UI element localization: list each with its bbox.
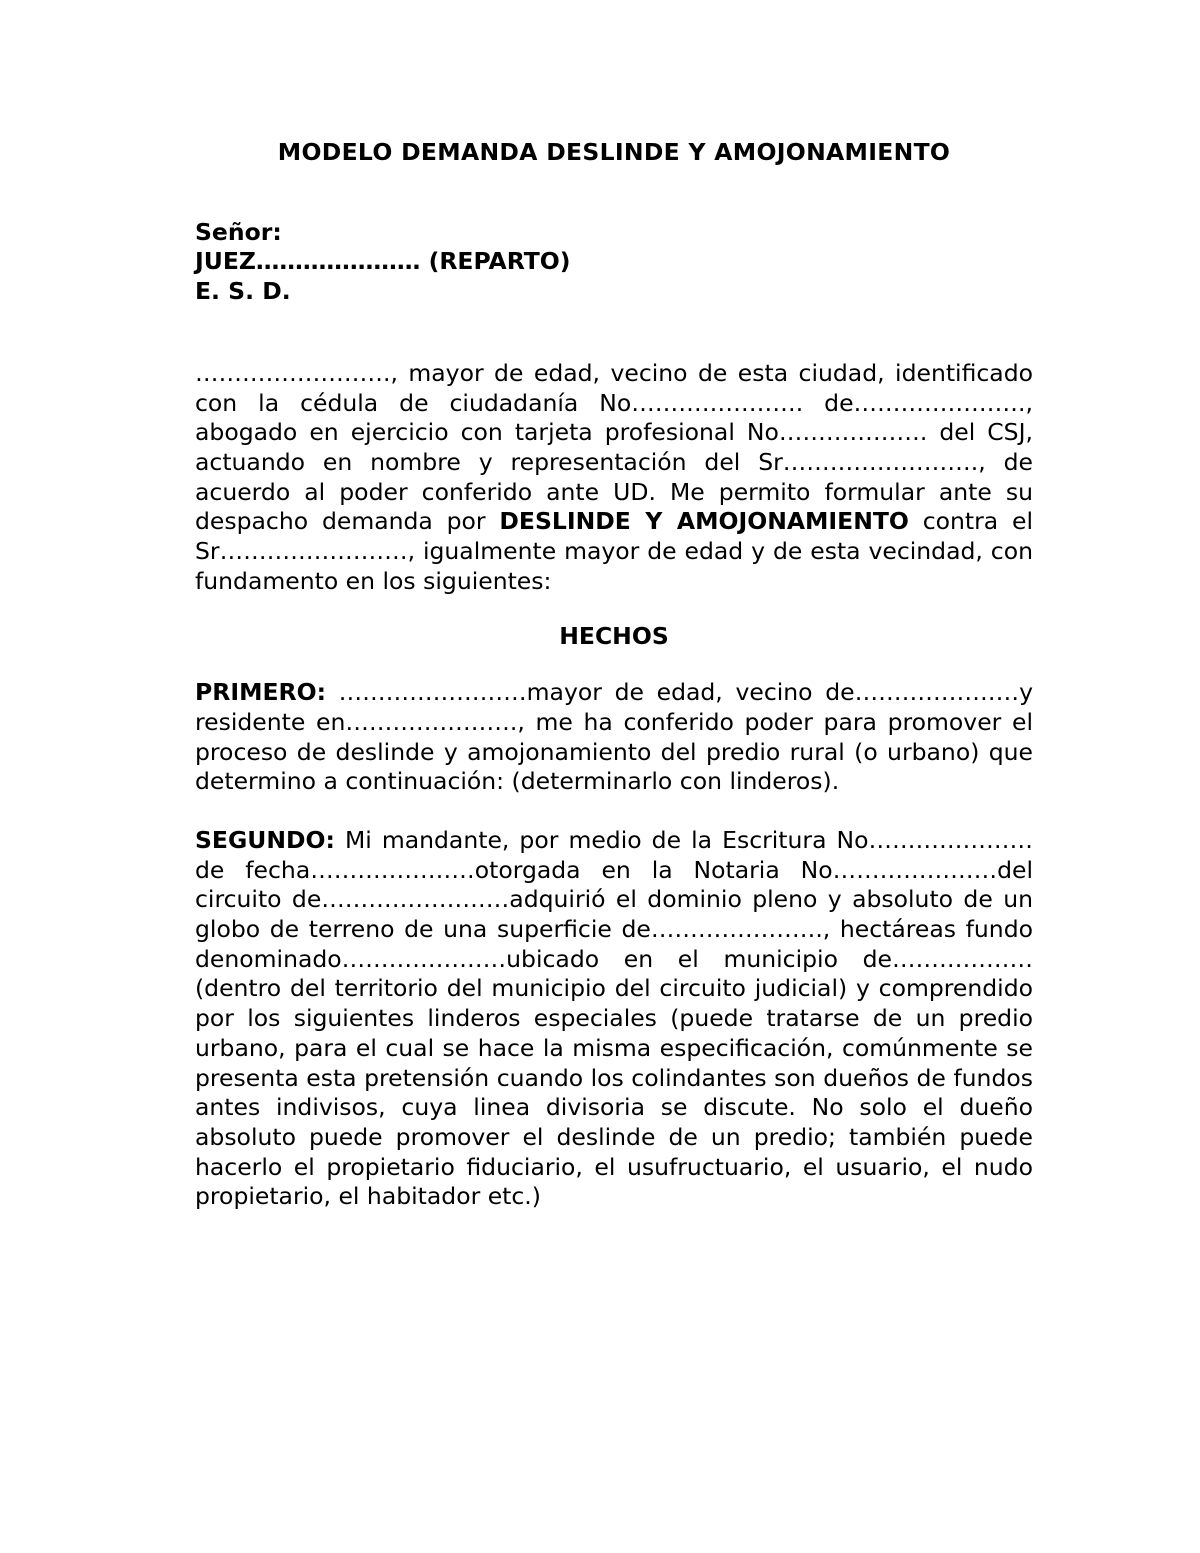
address-esd: E. S. D. <box>195 277 291 306</box>
document-page <box>195 138 1033 1212</box>
address-block <box>195 218 1033 307</box>
hecho-primero-text: ……………………mayor de edad, vecino de…………………y residente en…………………., me ha conferido poder para promover el proceso de deslinde y amojonamiento del predio rural (o urbano) que determino a continuación: (determinarlo con linderos). <box>195 678 1033 796</box>
hecho-segundo-label: SEGUNDO: <box>195 825 335 854</box>
hecho-primero <box>195 678 1033 797</box>
section-heading-hechos: HECHOS <box>559 622 669 651</box>
address-salutation: Señor: <box>195 217 282 246</box>
address-judge: JUEZ………………… (REPARTO) <box>195 247 571 276</box>
hecho-segundo-text: Mi mandante, por medio de la Escritura No…………………de fecha…………………otorgada en la Notaria No…………………del circuito de……………………adquirió el dominio pleno y absoluto de un globo de terreno de una superficie de…………………., hectáreas fundo denominado…………………ubicado en el municipio de………………(dentro del territorio del municipio del circuito judicial) y comprendido por los siguientes linderos especiales (puede tratarse de un predio urbano, para el cual se hace la misma especificación, comúnmente se presenta esta pretensión cuando los colindantes son dueños de fundos antes indivisos, cuya linea divisoria se discute. No solo el dueño absoluto puede promover el deslinde de un predio; también puede hacerlo el propietario fiduciario, el usufructuario, el usuario, el nudo propietario, el habitador etc.) <box>195 825 1033 1211</box>
intro-text-b: contra el Sr……………………, igualmente mayor de edad y de esta vecindad, con fundamento en los siguientes: <box>195 507 1033 595</box>
document-title: MODELO DEMANDA DESLINDE Y AMOJONAMIENTO <box>277 138 951 166</box>
intro-paragraph <box>195 359 1033 597</box>
intro-bold-term: DESLINDE Y AMOJONAMIENTO <box>499 507 909 536</box>
hecho-primero-label: PRIMERO: <box>195 678 326 707</box>
intro-text-a: ……………………., mayor de edad, vecino de esta ciudad, identificado con la cédula de ciudadanía No…………………. de…………………., abogado en ejercicio con tarjeta profesional No………………. del CSJ, actuando en nombre y representación del Sr……………………., de acuerdo al poder conferido ante UD. Me permito formular ante su despacho demanda por <box>195 358 1033 536</box>
hecho-segundo <box>195 826 1033 1212</box>
